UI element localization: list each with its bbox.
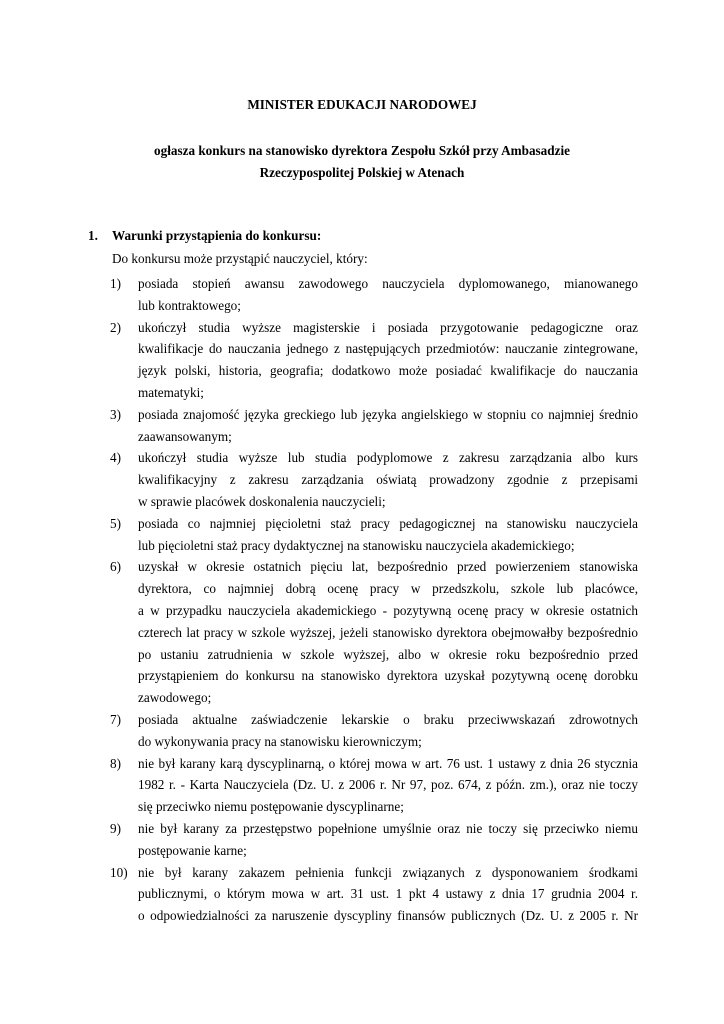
list-item-number: 9) [110, 820, 121, 836]
section-title: Warunki przystąpienia do konkursu: [112, 228, 322, 243]
list-item-line: nie był karany za przestępstwo popełnione umyślnie oraz nie toczy się przeciwko niemu [138, 820, 638, 836]
list-item-line: a w przypadku nauczyciela akademickiego - pozytywną ocenę pracy w okresie ostatnich [138, 602, 638, 618]
list-item-line: ukończył studia wyższe lub studia podyplomowe z zakresu zarządzania albo kurs [138, 450, 638, 466]
list-item-line: publicznymi, o którym mowa w art. 31 ust. 1 pkt 4 ustawy z dnia 17 grudnia 2004 r. [138, 886, 638, 902]
list-item-line: kwalifikacyjny z zakresu zarządzania oświatą prowadzony zgodnie z przepisami [138, 472, 638, 488]
list-item-line: w sprawie placówek doskonalenia nauczycieli; [138, 493, 386, 509]
list-item [82, 709, 638, 753]
list-item-line: dyrektora, co najmniej dobrą ocenę pracy w przedszkolu, szkole lub placówce, [138, 581, 638, 597]
list-item-number: 6) [110, 559, 121, 575]
list-item-line: 1982 r. - Karta Nauczyciela (Dz. U. z 2006 r. Nr 97, poz. 674, z późn. zm.), oraz nie toczy [138, 777, 638, 793]
list-item-line: lub pięcioletni staż pracy dydaktycznej na stanowisku nauczyciela akademickiego; [138, 537, 575, 553]
list-item-line: ukończył studia wyższe magisterskie i posiada przygotowanie pedagogiczne oraz [138, 319, 638, 335]
list-item-line: przystąpieniem do konkursu na stanowisko dyrektora uzyskał pozytywną ocenę dorobku [138, 668, 638, 684]
list-item-number: 10) [110, 864, 128, 880]
list-item-line: posiada stopień awansu zawodowego nauczyciela dyplomowanego, mianowanego [138, 276, 638, 291]
list-item [82, 818, 638, 862]
list-item-number: 2) [110, 319, 121, 335]
list-item-number: 7) [110, 711, 121, 727]
list-item-line: język polski, historia, geografia; dodatkowo może posiadać kwalifikacje do nauczania [138, 363, 638, 379]
list-item-line: kwalifikacje do nauczania jednego z następujących przedmiotów: nauczanie zintegrowane, [138, 341, 638, 357]
section-number: 1. [88, 228, 98, 243]
list-item [82, 753, 638, 818]
subtitle-line-2: Rzeczypospolitej Polskiej w Atenach [259, 165, 465, 180]
list-item-line: zawodowego; [138, 690, 212, 706]
list-item-line: o odpowiedzialności za naruszenie dyscypliny finansów publicznych (Dz. U. z 2005 r. Nr [138, 908, 638, 924]
list-item [82, 862, 638, 927]
list-item-line: do wykonywania pracy na stanowisku kierowniczym; [138, 733, 422, 749]
list-item [82, 273, 638, 317]
list-item-line: nie był karany karą dyscyplinarną, o której mowa w art. 76 ust. 1 ustawy z dnia 26 stycznia [138, 755, 638, 771]
list-item-number: 8) [110, 755, 121, 771]
list-item-line: posiada co najmniej pięcioletni staż pracy pedagogicznej na stanowisku nauczyciela [138, 515, 638, 531]
list-item-number: 3) [110, 406, 121, 422]
document-subtitle [0, 140, 724, 184]
conditions-list [82, 273, 638, 927]
list-item-number: 4) [110, 450, 121, 466]
list-item-line: czterech lat pracy w szkole wyższej, jeżeli stanowisko dyrektora obejmowałby bezpośrednio [138, 624, 638, 640]
list-item-line: nie był karany zakazem pełnienia funkcji związanych z dysponowaniem środkami [138, 864, 638, 880]
list-item-number: 1) [110, 276, 121, 291]
list-item-line: matematyki; [138, 384, 204, 400]
list-item-line: lub kontraktowego; [138, 297, 241, 313]
list-item-number: 5) [110, 515, 121, 531]
list-item [82, 317, 638, 404]
section-heading [88, 228, 321, 244]
list-item-line: postępowanie karne; [138, 842, 247, 858]
subtitle-line-1: ogłasza konkurs na stanowisko dyrektora Zespołu Szkół przy Ambasadzie [154, 143, 570, 158]
list-item-line: się przeciwko niemu postępowanie dyscyplinarne; [138, 799, 404, 815]
section-intro: Do konkursu może przystąpić nauczyciel, który: [112, 251, 368, 266]
list-item [82, 447, 638, 512]
list-item-line: posiada aktualne zaświadczenie lekarskie o braku przeciwwskazań zdrowotnych [138, 711, 638, 727]
list-item-line: uzyskał w okresie ostatnich pięciu lat, bezpośrednio przed powierzeniem stanowiska [138, 559, 638, 575]
list-item [82, 513, 638, 557]
list-item [82, 404, 638, 448]
list-item-line: po ustaniu zatrudnienia w szkole wyższej, albo w okresie roku bezpośrednio przed [138, 646, 638, 662]
list-item [82, 556, 638, 709]
list-item-line: posiada znajomość języka greckiego lub języka angielskiego w stopniu co najmniej średnio [138, 406, 638, 422]
document-title: MINISTER EDUKACJI NARODOWEJ [247, 97, 477, 112]
list-item-line: zaawansowanym; [138, 428, 232, 444]
